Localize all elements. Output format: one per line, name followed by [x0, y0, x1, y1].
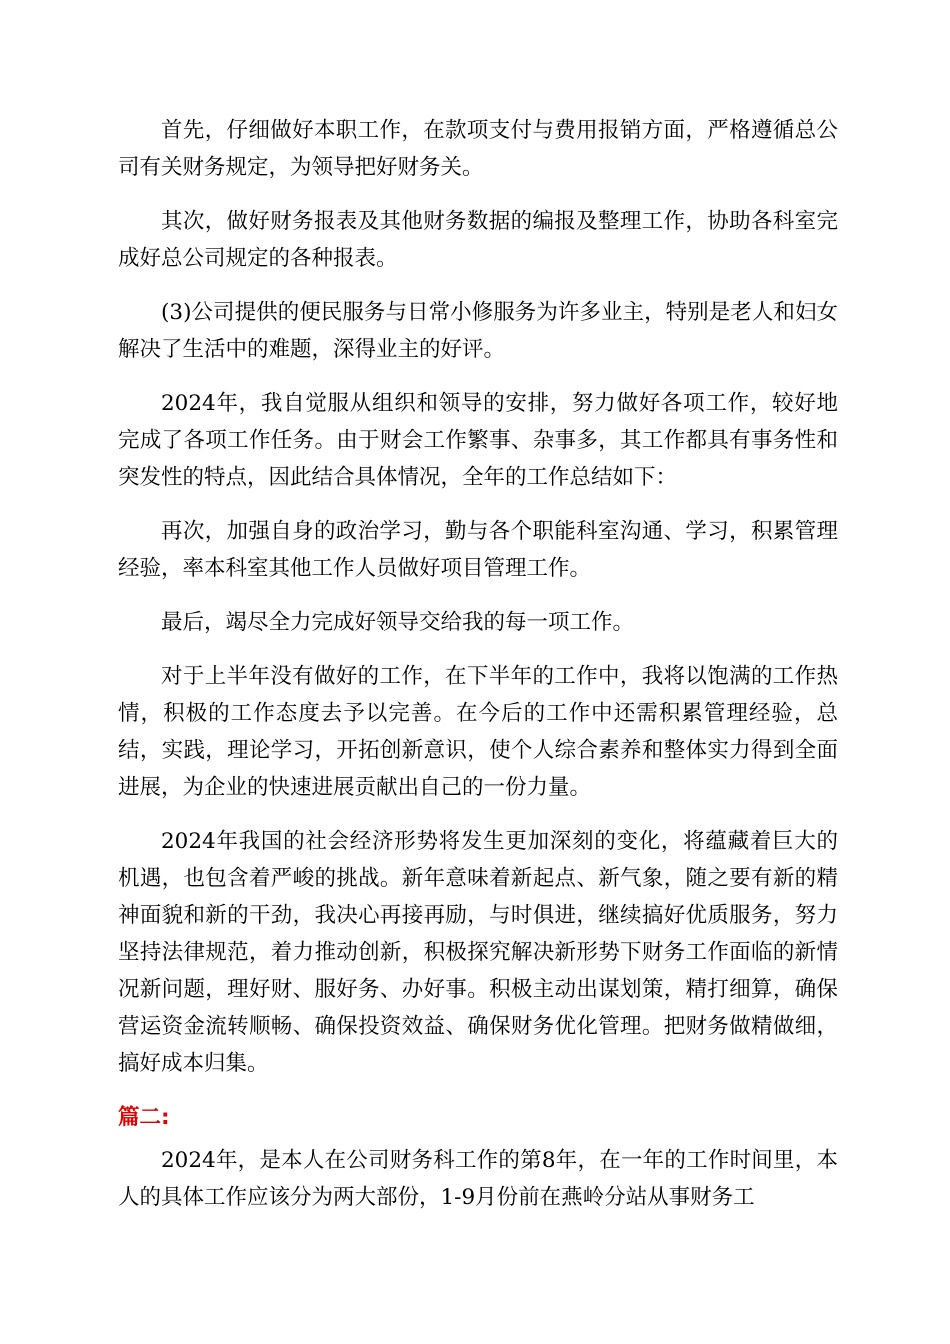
- document-page: [118, 112, 838, 1233]
- paragraph-8: 2024年我国的社会经济形势将发生更加深刻的变化，将蕴藏着巨大的机遇，也包含着严峻的挑战。新年意味着新起点、新气象，随之要有新的精神面貌和新的干劲，我决心再接再励，与时俱进，继续搞好优质服务，努力坚持法律规范，着力推动创新，积极探究解决新形势下财务工作面临的新情况新问题，理好财、服好务、办好事。积极主动出谋划策，精打细算，确保营运资金流转顺畅、确保投资效益、确保财务优化管理。把财务做精做细，搞好成本归集。: [118, 829, 838, 1076]
- paragraph-6: 最后，竭尽全力完成好领导交给我的每一项工作。: [161, 610, 635, 635]
- paragraph-1: 首先，仔细做好本职工作，在款项支付与费用报销方面，严格遵循总公司有关财务规定，为领导把好财务关。: [118, 118, 838, 180]
- paragraph-5: 再次，加强自身的政治学习，勤与各个职能科室沟通、学习，积累管理经验，率本科室其他工作人员做好项目管理工作。: [118, 519, 838, 581]
- paragraph-2: 其次，做好财务报表及其他财务数据的编报及整理工作，协助各科室完成好总公司规定的各种报表。: [118, 209, 838, 271]
- section-heading: 篇二:: [118, 1105, 170, 1130]
- paragraph-7: 对于上半年没有做好的工作，在下半年的工作中，我将以饱满的工作热情，积极的工作态度去予以完善。在今后的工作中还需积累管理经验，总结，实践，理论学习，开拓创新意识，使个人综合素养和整体实力得到全面进展，为企业的快速进展贡献出自己的一份力量。: [118, 664, 838, 800]
- paragraph-4: 2024年，我自觉服从组织和领导的安排，努力做好各项工作，较好地完成了各项工作任务。由于财会工作繁事、杂事多，其工作都具有事务性和突发性的特点，因此结合具体情况，全年的工作总结如下：: [118, 391, 838, 490]
- paragraph-3: (3)公司提供的便民服务与日常小修服务为许多业主，特别是老人和妇女解决了生活中的难题，深得业主的好评。: [118, 300, 838, 362]
- section-paragraph: 2024年，是本人在公司财务科工作的第8年，在一年的工作时间里，本人的具体工作应该分为两大部份，1-9月份前在燕岭分站从事财务工: [118, 1148, 838, 1210]
